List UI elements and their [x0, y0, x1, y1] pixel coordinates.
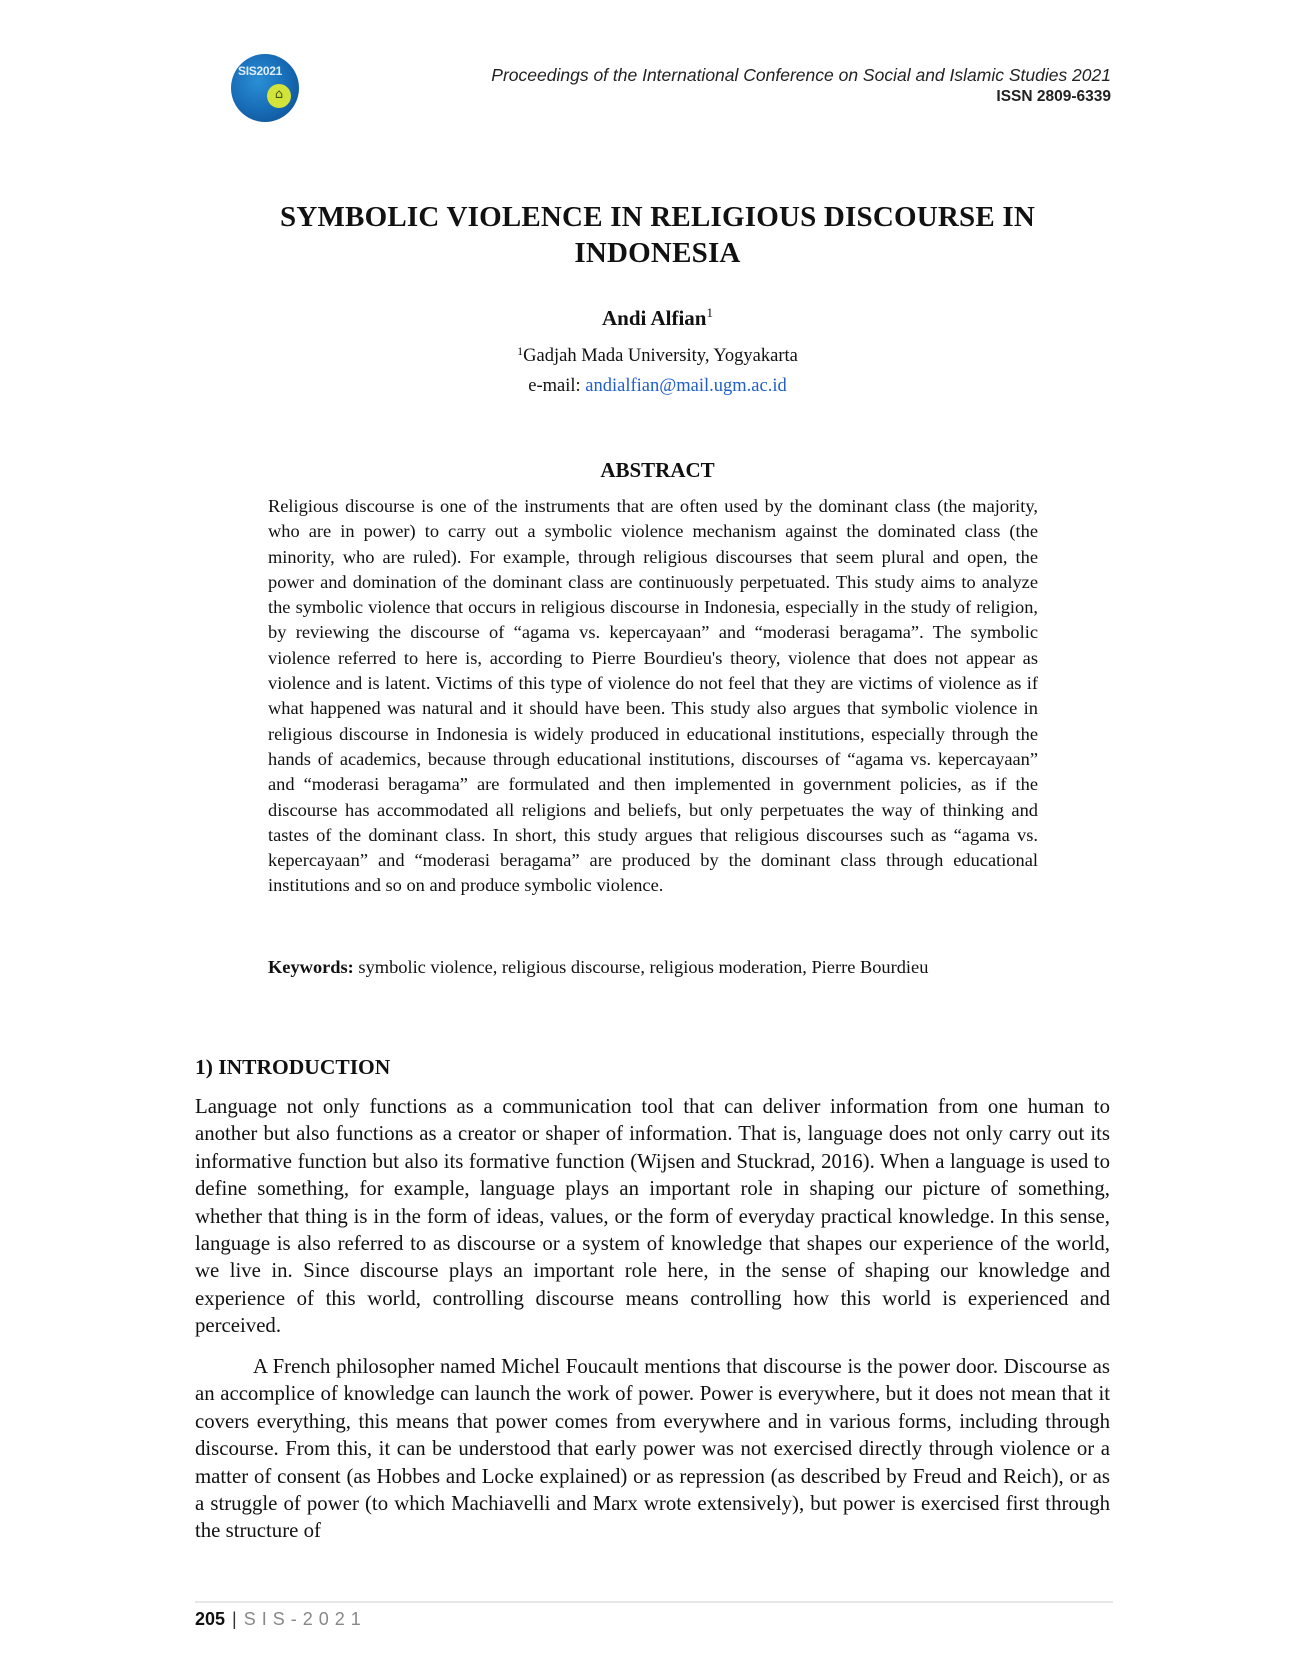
section-heading-introduction: 1) INTRODUCTION: [195, 1055, 391, 1079]
logo-text: SIS2021: [238, 64, 282, 78]
conference-logo: [231, 54, 299, 122]
issn: ISSN 2809-6339: [996, 88, 1111, 105]
abstract-text: Religious discourse is one of the instruments that are often used by the dominant class (the majority, who are in power) to carry out a symbolic violence mechanism against the dominated class (the minority, who are ruled). For example, through religious discourses that seem plural and open, the power and domination of the dominant class are continuously perpetuated. This study aims to analyze the symbolic violence that occurs in religious discourse in Indonesia, especially in the study of religion, by reviewing the discourse of “agama vs. kepercayaan” and “moderasi beragama”. The symbolic violence referred to here is, according to Pierre Bourdieu's theory, violence that does not appear as violence and is latent. Victims of this type of violence do not feel that they are victims of violence as if what happened was natural and it should have been. This study also argues that symbolic violence in religious discourse in Indonesia is widely produced in educational institutions, especially through the hands of academics, because through educational institutions, discourses of “agama vs. kepercayaan” and “moderasi beragama” are formulated and then implemented in government policies, as if the discourse has accommodated all religions and beliefs, but only perpetuates the way of thinking and tastes of the dominant class. In short, this study argues that religious discourses such as “agama vs. kepercayaan” and “moderasi beragama” are produced by the dominant class through educational institutions and so on and produce symbolic violence.: [268, 496, 1038, 896]
keywords: [268, 955, 1058, 980]
running-header: [491, 64, 1111, 108]
author-name: [0, 305, 1315, 331]
page-number: 205: [195, 1609, 226, 1629]
footer-separator: |: [232, 1609, 237, 1629]
author-name-text: Andi Alfian: [602, 306, 707, 330]
paper-title: SYMBOLIC VIOLENCE IN RELIGIOUS DISCOURSE IN INDONESIA: [280, 201, 1035, 269]
mosque-emblem-icon: ⌂: [267, 84, 291, 108]
body-paragraph: A French philosopher named Michel Foucault mentions that discourse is the power door. Discourse as an accomplice of knowledge can launch the work of power. Power is everywhere, but it does not mean that it covers everything, this means that power comes from everywhere and in various forms, including through discourse. From this, it can be understood that early power was not exercised directly through violence or a matter of consent (as Hobbes and Locke explained) or as repression (as described by Freud and Reich), or as a struggle of power (to which Machiavelli and Marx wrote extensively), but power is exercised first through the structure of: [195, 1355, 1110, 1543]
page-footer: [195, 1607, 367, 1631]
keywords-list: symbolic violence, religious discourse, religious moderation, Pierre Bourdieu: [353, 957, 929, 977]
proceedings-title: Proceedings of the International Conference on Social and Islamic Studies 2021: [491, 65, 1111, 85]
footer-conference: SIS-2021: [243, 1609, 367, 1629]
keywords-label: Keywords:: [268, 957, 354, 977]
author-affiliation: [0, 344, 1315, 367]
footer-divider: [195, 1601, 1113, 1603]
abstract-heading: ABSTRACT: [600, 458, 715, 482]
author-email: [0, 376, 1315, 397]
affiliation-text: Gadjah Mada University, Yogyakarta: [523, 346, 798, 366]
body-paragraph: Language not only functions as a communication tool that can deliver information from one human to another but also functions as a creator or shaper of information. That is, language does not only carry out its informative function but also its formative function (Wijsen and Stuckrad, 2016). When a language is used to define something, for example, language plays an important role in shaping our picture of something, whether that thing is in the form of ideas, values, or the form of everyday practical knowledge. In this sense, language is also referred to as discourse or a system of knowledge that shapes our experience of the world, we live in. Since discourse plays an important role here, in the sense of shaping our knowledge and experience of this world, controlling discourse means controlling how this world is experienced and perceived.: [195, 1095, 1110, 1338]
author-superscript: 1: [706, 305, 713, 320]
affiliation-superscript: 1: [517, 344, 524, 358]
email-label: e-mail:: [528, 376, 586, 396]
email-link[interactable]: andialfian@mail.ugm.ac.id: [585, 376, 787, 396]
